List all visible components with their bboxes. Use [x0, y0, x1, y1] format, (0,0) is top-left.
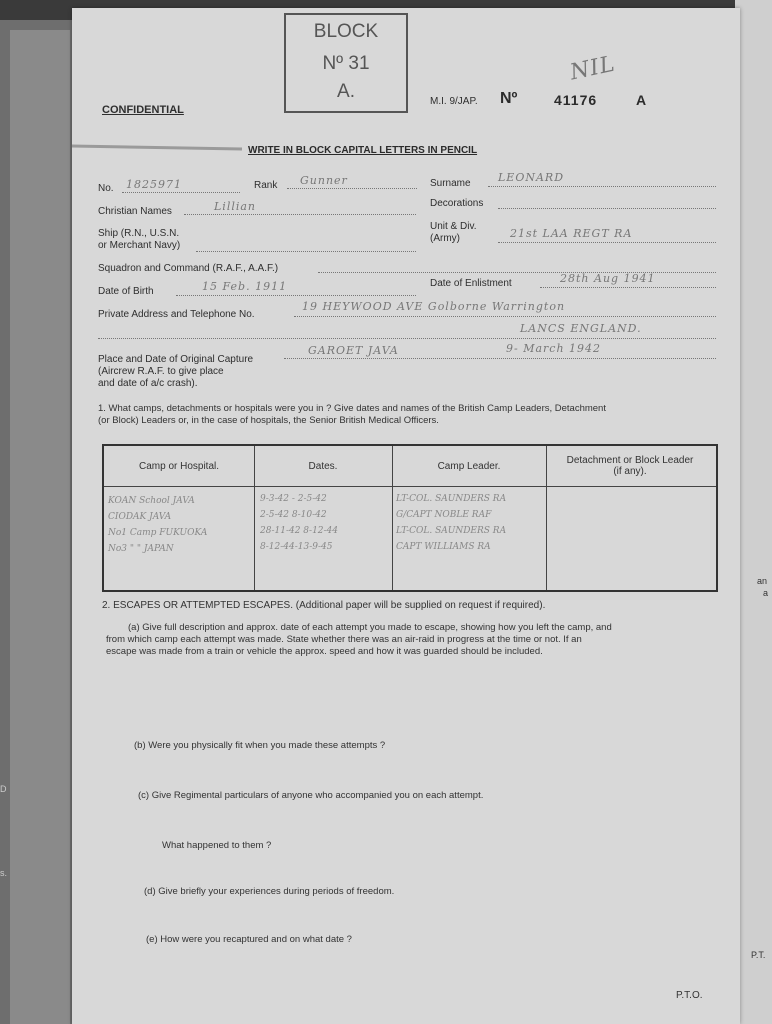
question-2c-followup: What happened to them ? [162, 840, 272, 851]
table-header-divider [104, 486, 716, 487]
question-2a-text: (a) Give full description and approx. date of each attempt you made to escape, showing how you left the camp, and [128, 622, 612, 633]
no-label: No. [98, 183, 114, 194]
address-line [294, 316, 716, 317]
stamp-line: BLOCK [313, 21, 379, 42]
surname-line [488, 186, 716, 187]
christian-names-value: Lillian [214, 200, 257, 213]
form-number-suffix: A [636, 92, 647, 108]
rank-value: Gunner [300, 174, 348, 187]
christian-names-label: Christian Names [98, 206, 172, 217]
surname-value: LEONARD [498, 171, 565, 184]
squadron-line [318, 272, 716, 273]
rank-line [287, 188, 417, 189]
stamp-line: A. [337, 81, 355, 102]
unit-value: 21st LAA REGT RA [510, 227, 633, 240]
question-2b-text: (b) Were you physically fit when you made these attempts ? [134, 740, 386, 751]
question-2c-text: (c) Give Regimental particulars of anyone who accompanied you on each attempt. [138, 790, 484, 801]
question-1-text-2: (or Block) Leaders or, in the case of hospitals, the Senior British Medical Officers. [98, 415, 439, 426]
enlistment-value: 28th Aug 1941 [560, 272, 656, 285]
table-cell-leader: LT-COL. SAUNDERS RA [396, 526, 507, 536]
dob-label: Date of Birth [98, 286, 154, 297]
form-sheet [72, 8, 740, 1024]
confidential-label: CONFIDENTIAL [102, 104, 184, 116]
christian-line [184, 214, 416, 215]
table-cell-camp: CIODAK JAVA [108, 512, 172, 522]
capture-label-2: (Aircrew R.A.F. to give place [98, 366, 224, 377]
no-value: 1825971 [126, 178, 182, 191]
table-cell-dates: 2-5-42 8-10-42 [260, 510, 327, 520]
table-cell-dates: 28-11-42 8-12-44 [260, 526, 339, 536]
dob-value: 15 Feb. 1911 [202, 280, 288, 293]
ship-label-2: or Merchant Navy) [98, 240, 181, 251]
table-cell-leader: G/CAPT NOBLE RAF [396, 510, 492, 520]
table-cell-leader: LT-COL. SAUNDERS RA [396, 494, 507, 504]
form-number: 41176 [554, 92, 598, 108]
address-line-2 [98, 338, 716, 339]
underlying-text: D [0, 784, 7, 794]
unit-label-2: (Army) [430, 233, 460, 244]
unit-label: Unit & Div. [430, 221, 477, 232]
ship-line [196, 251, 416, 252]
tie-string [72, 145, 242, 151]
dob-line [176, 295, 416, 296]
pto-label: P.T.O. [676, 990, 703, 1001]
question-2a-text-2: from which camp each attempt was made. State whether there was an air-raid in progress at the time or not. If an [106, 634, 582, 645]
address-value-2: LANCS ENGLAND. [520, 322, 642, 335]
table-cell-camp: No3 " " JAPAN [108, 544, 174, 554]
underlying-text: s. [0, 868, 8, 878]
table-cell-leader: CAPT WILLIAMS RA [396, 542, 491, 552]
surname-label: Surname [430, 178, 471, 189]
table-header-leader: Camp Leader. [437, 460, 501, 472]
instruction-heading: WRITE IN BLOCK CAPITAL LETTERS IN PENCIL [248, 145, 478, 156]
capture-place-value: GAROET JAVA [308, 344, 399, 357]
handwritten-nil: NIL [567, 51, 618, 86]
table-cell-camp: No1 Camp FUKUOKA [108, 528, 208, 538]
form-code: M.I. 9/JAP. [430, 96, 478, 107]
camps-table [102, 444, 718, 592]
unit-line [498, 242, 716, 243]
capture-date-value: 9- March 1942 [506, 342, 602, 355]
table-header-dates: Dates. [308, 460, 338, 472]
underlying-text: P.T. [751, 950, 766, 960]
decorations-line [498, 208, 716, 209]
capture-label: Place and Date of Original Capture [98, 354, 254, 365]
ship-label: Ship (R.N., U.S.N. [98, 228, 180, 239]
question-2d-text: (d) Give briefly your experiences during periods of freedom. [144, 886, 395, 897]
question-2a-text-3: escape was made from a train or vehicle the approx. speed and how it was guarded should be included. [106, 646, 543, 657]
question-1-text: 1. What camps, detachments or hospitals were you in ? Give dates and names of the British Camp Leaders, Detachment [98, 403, 606, 414]
block-stamp [284, 13, 408, 113]
capture-label-3: and date of a/c crash). [98, 378, 198, 389]
address-value: 19 HEYWOOD AVE Golborne Warrington [302, 300, 566, 313]
enlistment-line [540, 287, 716, 288]
question-2-title: 2. ESCAPES OR ATTEMPTED ESCAPES. (Additional paper will be supplied on request if required). [102, 600, 546, 611]
no-line [122, 192, 240, 193]
stamp-line: Nº 31 [322, 53, 370, 74]
table-header-camp: Camp or Hospital. [138, 460, 220, 472]
folder-edge [10, 30, 70, 1024]
table-cell-dates: 9-3-42 - 2-5-42 [260, 494, 327, 504]
table-cell-camp: KOAN School JAVA [108, 496, 195, 506]
underlying-sheet [735, 0, 772, 1024]
squadron-label: Squadron and Command (R.A.F., A.A.F.) [98, 263, 279, 274]
address-label: Private Address and Telephone No. [98, 309, 255, 320]
form-number-label: Nº [500, 90, 518, 107]
rank-label: Rank [254, 180, 278, 191]
decorations-label: Decorations [430, 198, 484, 209]
underlying-text: a [763, 588, 769, 598]
question-2e-text: (e) How were you recaptured and on what date ? [146, 934, 352, 945]
table-cell-dates: 8-12-44-13-9-45 [260, 542, 333, 552]
enlistment-label: Date of Enlistment [430, 278, 512, 289]
underlying-text: an [757, 576, 768, 586]
capture-line [284, 358, 716, 359]
table-header-block-leader: Detachment or Block Leader (if any). [566, 455, 694, 477]
